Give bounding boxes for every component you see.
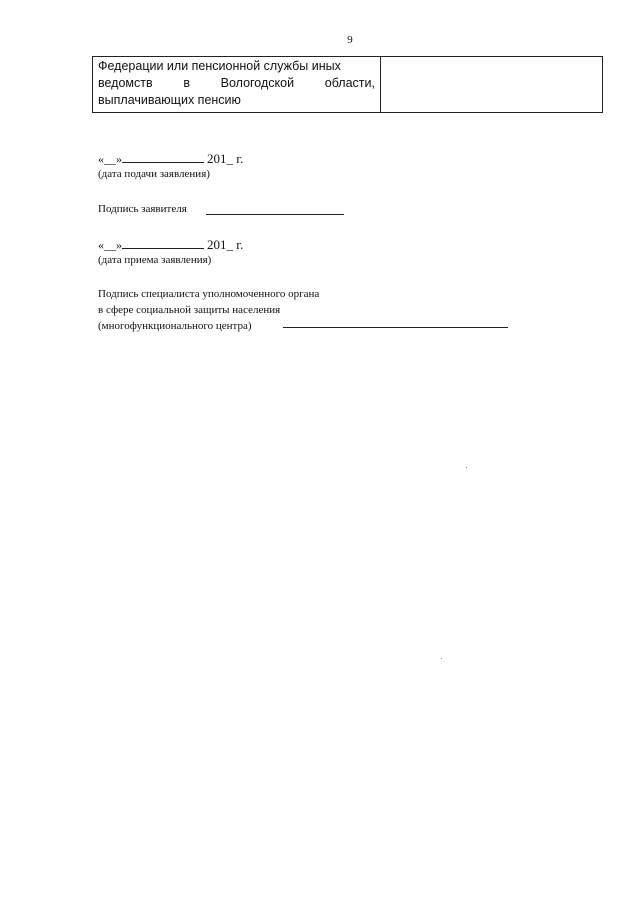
table-text-line-1: Федерации или пенсионной службы иных bbox=[98, 59, 341, 73]
submission-date-caption: (дата подачи заявления) bbox=[98, 168, 210, 180]
specialist-signature-line bbox=[283, 327, 508, 328]
applicant-signature-line bbox=[206, 214, 344, 215]
table-text-line-3: выплачивающих пенсию bbox=[98, 93, 241, 107]
table-word: в bbox=[183, 76, 190, 90]
info-table bbox=[92, 56, 603, 113]
table-left-cell bbox=[98, 58, 375, 109]
specialist-line-3: (многофункционального центра) bbox=[98, 320, 252, 332]
table-text-line-2 bbox=[98, 75, 375, 92]
submission-date-line bbox=[98, 150, 243, 167]
reception-date-caption: (дата приема заявления) bbox=[98, 254, 212, 266]
reception-date-day: «__» bbox=[98, 238, 122, 252]
submission-date-year: 201_ г. bbox=[207, 151, 244, 166]
specialist-line-2: в сфере социальной защиты населения bbox=[98, 304, 281, 316]
submission-date-blank bbox=[122, 150, 204, 163]
table-word: ведомств bbox=[98, 76, 153, 90]
submission-date-day: «__» bbox=[98, 152, 122, 166]
reception-date-blank bbox=[122, 236, 204, 249]
scan-speck bbox=[441, 658, 442, 659]
table-word: Вологодской bbox=[220, 76, 295, 90]
table-word: области, bbox=[324, 76, 375, 90]
scan-speck bbox=[466, 467, 467, 468]
reception-date-year: 201_ г. bbox=[207, 237, 244, 252]
specialist-line-1: Подпись специалиста уполномоченного органа bbox=[98, 288, 320, 300]
table-column-divider bbox=[380, 57, 381, 112]
applicant-signature-label: Подпись заявителя bbox=[98, 203, 187, 215]
reception-date-line bbox=[98, 236, 243, 253]
page-number: 9 bbox=[347, 34, 353, 46]
